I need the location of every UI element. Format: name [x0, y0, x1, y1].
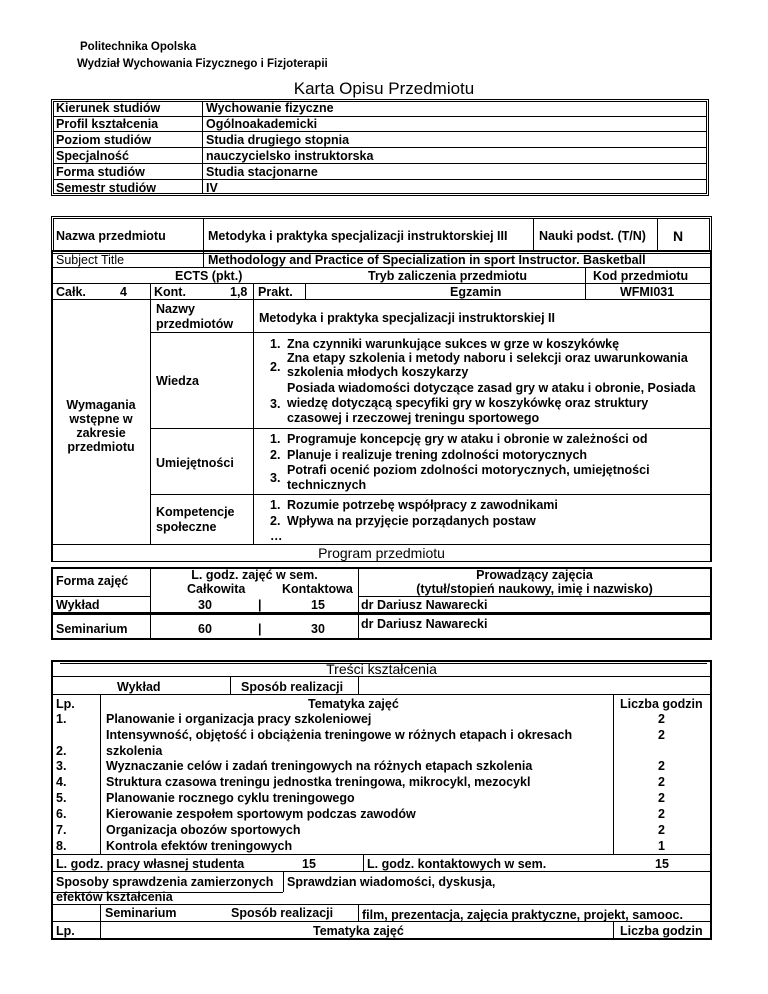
- seminar-lp-header: Lp.: [56, 924, 75, 938]
- topic-lp-7: 7.: [56, 823, 67, 837]
- topic-hours-6: 2: [658, 807, 665, 821]
- wiedza-num-3: 3.: [270, 397, 281, 411]
- kompetencje-label-line-2: społeczne: [156, 520, 217, 534]
- content-title: Treści kształcenia: [326, 661, 437, 677]
- nauki-label: Nauki podst. (T/N): [539, 229, 646, 243]
- topic-text-2b: szkolenia: [106, 744, 163, 758]
- study-label-specjalnosc: Specjalność: [56, 149, 129, 163]
- names-label-line-2: przedmiotów: [156, 317, 234, 331]
- umiej-line-1: Programuje koncepcję gry w ataku i obronie w zależności od: [287, 432, 648, 446]
- topic-text-2: Intensywność, objętość i obciążenia treningowe w różnych etapach i okresach: [106, 728, 573, 742]
- university-name: Politechnika Opolska: [80, 41, 197, 53]
- wiedza-line-3: szkolenia młodych koszykarzy: [287, 365, 469, 379]
- program-row-seminarium-total: 60: [198, 622, 212, 636]
- topic-lp-8: 8.: [56, 839, 67, 853]
- contact-sem-label: L. godz. kontaktowych w sem.: [367, 857, 547, 871]
- own-work-value: 15: [302, 857, 316, 871]
- contact-label: Kontaktowa: [282, 582, 353, 596]
- program-row-wyklad-total: 30: [198, 598, 212, 612]
- teacher-label-2: (tytuł/stopień naukowy, imię i nazwisko): [416, 582, 653, 596]
- wiedza-line-2: Zna etapy szkolenia i metody naboru i selekcji oraz uwarunkowania: [287, 351, 688, 365]
- topic-text-4: Struktura czasowa treningu jednostka treningowa, mikrocykl, mezocykl: [106, 775, 531, 789]
- verify-value: Sprawdzian wiadomości, dyskusja,: [287, 875, 496, 889]
- total-label: Całkowita: [187, 582, 246, 596]
- topic-lp-1: 1.: [56, 712, 67, 726]
- topic-lp-3: 3.: [56, 759, 67, 773]
- hours-label: L. godz. zajęć w sem.: [191, 568, 318, 582]
- program-row-seminarium-teacher: dr Dariusz Nawarecki: [361, 617, 488, 631]
- komp-line-2: Wpływa na przyjęcie porządanych postaw: [287, 514, 536, 528]
- komp-ellipsis: …: [270, 529, 283, 543]
- seminar-hours-header: Liczba godzin: [620, 924, 703, 938]
- wiedza-num-1: 1.: [270, 337, 281, 351]
- subject-name-value: Metodyka i praktyka specjalizacji instruktorskiej III: [208, 229, 508, 243]
- komp-line-1: Rozumie potrzebę współpracy z zawodnikami: [287, 498, 558, 512]
- page-title: Karta Opisu Przedmiotu: [293, 79, 475, 98]
- study-value-profil: Ogólnoakademicki: [206, 117, 318, 131]
- topic-lp-2: 2.: [56, 744, 67, 758]
- umiej-line-2: Planuje i realizuje trening zdolności motorycznych: [287, 448, 588, 462]
- prereq-label-line-1: Wymagania: [66, 398, 136, 412]
- program-row-wyklad-separator: |: [258, 598, 262, 612]
- forma-label: Forma zajęć: [56, 574, 129, 588]
- tryb-label: Tryb zaliczenia przedmiotu: [368, 269, 528, 283]
- prereq-label-line-3: zakresie: [76, 426, 126, 440]
- topic-lp-4: 4.: [56, 775, 67, 789]
- program-row-wyklad-teacher: dr Dariusz Nawarecki: [361, 598, 488, 612]
- subject-name-label: Nazwa przedmiotu: [56, 229, 166, 243]
- umiej-num-3: 3.: [270, 471, 281, 485]
- names-value: Metodyka i praktyka specjalizacji instruktorskiej II: [259, 311, 555, 325]
- topic-text-6: Kierowanie zespołem sportowym podczas zawodów: [106, 807, 416, 821]
- nauki-value: N: [673, 228, 684, 244]
- teacher-label-1: Prowadzący zajęcia: [476, 568, 593, 582]
- study-label-kierunek: Kierunek studiów: [56, 101, 161, 115]
- topic-text-8: Kontrola efektów treningowych: [106, 839, 293, 853]
- topic-hours-7: 2: [658, 823, 665, 837]
- own-work-label: L. godz. pracy własnej studenta: [56, 857, 245, 871]
- komp-num-2: 2.: [270, 514, 281, 528]
- study-value-semestr: IV: [206, 181, 218, 195]
- lecture-label: Wykład: [117, 680, 161, 694]
- faculty-name: Wydział Wychowania Fizycznego i Fizjoterapii: [77, 58, 328, 70]
- subject-title-label: Subject Title: [56, 253, 125, 267]
- program-title: Program przedmiotu: [318, 545, 445, 561]
- topic-lp-6: 6.: [56, 807, 67, 821]
- study-label-forma: Forma studiów: [56, 165, 145, 179]
- verify-label-2: efektów kształcenia: [56, 890, 173, 904]
- umiej-line-3: Potrafi ocenić poziom zdolności motorycznych, umiejętności: [287, 463, 650, 477]
- kont-label: Kont.: [154, 285, 186, 299]
- umiej-line-4: technicznych: [287, 478, 367, 492]
- study-value-kierunek: Wychowanie fizyczne: [206, 101, 334, 115]
- prakt-label: Prakt.: [258, 285, 293, 299]
- program-row-wyklad-forma: Wykład: [56, 598, 100, 612]
- topic-header: Tematyka zajęć: [308, 697, 399, 711]
- wiedza-num-2: 2.: [270, 360, 281, 374]
- seminar-label: Seminarium: [105, 906, 177, 920]
- wiedza-line-4: Posiada wiadomości dotyczące zasad gry w ataku i obronie, Posiada: [287, 381, 696, 395]
- kod-value: WFMI031: [620, 285, 675, 299]
- wiedza-line-5: wiedzę dotyczącą specyfiki gry w koszykówkę oraz struktury: [287, 396, 649, 410]
- lp-header: Lp.: [56, 697, 75, 711]
- kont-value: 1,8: [230, 285, 248, 299]
- komp-num-1: 1.: [270, 498, 281, 512]
- seminar-method-value: film, prezentacja, zajęcia praktyczne, projekt, samooc.: [362, 908, 683, 922]
- kompetencje-label-line-1: Kompetencje: [156, 505, 235, 519]
- program-row-wyklad-contact: 15: [311, 598, 325, 612]
- program-row-seminarium-forma: Seminarium: [56, 622, 128, 636]
- subject-title-value: Methodology and Practice of Specialization in sport Instructor. Basketball: [208, 253, 646, 267]
- program-row-seminarium-separator: |: [258, 622, 262, 636]
- topic-hours-1: 2: [658, 712, 665, 726]
- wiedza-line-6: czasowej i rzeczowej treningu sportowego: [287, 411, 540, 425]
- topic-lp-5: 5.: [56, 791, 67, 805]
- study-value-specjalnosc: nauczycielsko instruktorska: [206, 149, 374, 163]
- topic-text-1: Planowanie i organizacja pracy szkoleniowej: [106, 712, 372, 726]
- contact-sem-value: 15: [655, 857, 669, 871]
- umiejetnosci-label: Umiejętności: [156, 456, 234, 470]
- study-label-poziom: Poziom studiów: [56, 133, 152, 147]
- topic-text-3: Wyznaczanie celów i zadań treningowych na różnych etapach szkolenia: [106, 759, 533, 773]
- study-label-semestr: Semestr studiów: [56, 181, 157, 195]
- seminar-method-label: Sposób realizacji: [231, 906, 334, 920]
- topic-text-5: Planowanie rocznego cyklu treningowego: [106, 791, 355, 805]
- kod-label: Kod przedmiotu: [593, 269, 689, 283]
- study-label-profil: Profil kształcenia: [56, 117, 159, 131]
- topic-hours-3: 2: [658, 759, 665, 773]
- program-row-seminarium-contact: 30: [311, 622, 325, 636]
- umiej-num-1: 1.: [270, 432, 281, 446]
- method-label: Sposób realizacji: [241, 680, 344, 694]
- topic-hours-2: 2: [658, 728, 665, 742]
- wiedza-line-1: Zna czynniki warunkujące sukces w grze w koszykówkę: [287, 337, 620, 351]
- wiedza-label: Wiedza: [156, 374, 199, 388]
- study-value-forma: Studia stacjonarne: [206, 165, 318, 179]
- prereq-label-line-4: przedmiotu: [67, 440, 135, 454]
- seminar-topic-header: Tematyka zajęć: [313, 924, 404, 938]
- topic-text-7: Organizacja obozów sportowych: [106, 823, 301, 837]
- prereq-label-line-2: wstępne w: [69, 412, 133, 426]
- umiej-num-2: 2.: [270, 448, 281, 462]
- topic-hours-5: 2: [658, 791, 665, 805]
- study-value-poziom: Studia drugiego stopnia: [206, 133, 350, 147]
- calk-label: Całk.: [56, 285, 86, 299]
- verify-label-1: Sposoby sprawdzenia zamierzonych: [56, 875, 274, 889]
- calk-value: 4: [120, 285, 127, 299]
- hours-header: Liczba godzin: [620, 697, 703, 711]
- ects-label: ECTS (pkt.): [175, 269, 243, 283]
- topic-hours-8: 1: [658, 839, 665, 853]
- names-label-line-1: Nazwy: [156, 302, 195, 316]
- topic-hours-4: 2: [658, 775, 665, 789]
- tryb-value: Egzamin: [450, 285, 502, 299]
